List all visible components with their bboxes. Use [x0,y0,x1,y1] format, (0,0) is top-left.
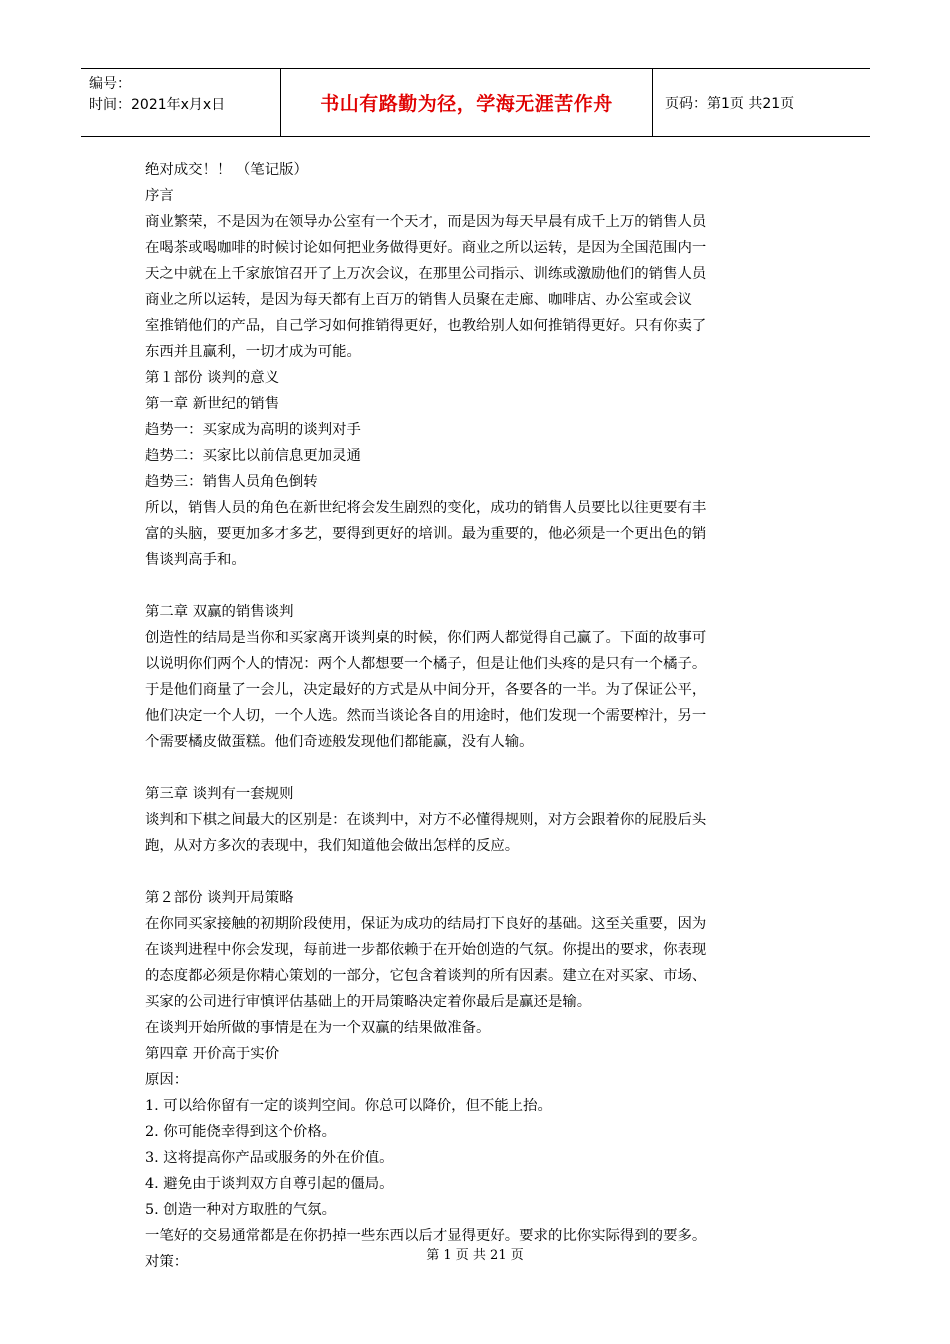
header-motto-cell [281,69,653,136]
text-line: 东西并且赢利，一切才成为可能。 [145,344,361,360]
text-line: 第１部份 谈判的意义 [145,370,280,386]
date-label: 时间：2021年x月x日 [89,97,226,113]
text-line: 创造性的结局是当你和买家离开谈判桌的时候，你们两人都觉得自己赢了。下面的故事可 [145,630,707,646]
text-line: 趋势二：买家比以前信息更加灵通 [145,448,361,464]
footer-page-number: 第 1 页 共 21 页 [426,1248,524,1263]
text-line: 室推销他们的产品，自己学习如何推销得更好，也教给别人如何推销得更好。只有你卖了 [145,318,707,334]
page-header [81,68,870,137]
blank-line [145,755,810,781]
text-line: 的态度都必须是你精心策划的一部分，它包含着谈判的所有因素。建立在对买家、市场、 [145,968,707,984]
text-line: 跑，从对方多次的表现中，我们知道他会做出怎样的反应。 [145,838,520,854]
text-line: 在你同买家接触的初期阶段使用，保证为成功的结局打下良好的基础。这至关重要，因为 [145,916,707,932]
text-line: 3. 这将提高你产品或服务的外在价值。 [145,1150,394,1166]
text-line: 一笔好的交易通常都是在你扔掉一些东西以后才显得更好。要求的比你实际得到的要多。 [145,1228,707,1244]
text-line: 谈判和下棋之间最大的区别是：在谈判中，对方不必懂得规则，对方会跟着你的屁股后头 [145,812,707,828]
page-label: 页码：第1页 共21页 [665,95,795,112]
text-line: 对策： [145,1254,189,1270]
text-line: 第二章 双赢的销售谈判 [145,604,294,620]
document-body [145,157,810,1275]
text-line: 在谈判开始所做的事情是在为一个双赢的结果做准备。 [145,1020,491,1036]
motto-text: 书山有路勤为径，学海无涯苦作舟 [320,93,613,115]
text-line: 于是他们商量了一会儿，决定最好的方式是从中间分开，各要各的一半。为了保证公平， [145,682,707,698]
blank-line [145,573,810,599]
page-footer [0,1244,950,1263]
text-line: 第三章 谈判有一套规则 [145,786,294,802]
text-line: 2. 你可能侥幸得到这个价格。 [145,1124,336,1140]
text-line: 第一章 新世纪的销售 [145,396,280,412]
text-line: 他们决定一个人切，一个人选。然而当谈论各自的用途时，他们发现一个需要榨汁，另一 [145,708,707,724]
number-label: 编号： [89,76,131,92]
text-line: 所以，销售人员的角色在新世纪将会发生剧烈的变化，成功的销售人员要比以往更要有丰 [145,500,707,516]
text-line: 1. 可以给你留有一定的谈判空间。你总可以降价，但不能上抬。 [145,1098,552,1114]
text-line: 商业繁荣，不是因为在领导办公室有一个天才，而是因为每天早晨有成千上万的销售人员 [145,214,707,230]
text-line: 富的头脑，要更加多才多艺，要得到更好的培训。最为重要的，他必须是一个更出色的销 [145,526,707,542]
text-line: 序言 [145,188,174,204]
text-line: 趋势一：买家成为高明的谈判对手 [145,422,361,438]
text-line: 第２部份 谈判开局策略 [145,890,294,906]
text-line: 商业之所以运转，是因为每天都有上百万的销售人员聚在走廊、咖啡店、办公室或会议 [145,292,692,308]
text-line: 天之中就在上千家旅馆召开了上万次会议，在那里公司指示、训练或激励他们的销售人员 [145,266,707,282]
text-line: 在谈判进程中你会发现，每前进一步都依赖于在开始创造的气氛。你提出的要求，你表现 [145,942,707,958]
text-line: 售谈判高手和。 [145,552,246,568]
header-page-cell [653,69,870,136]
text-line: 趋势三：销售人员角色倒转 [145,474,318,490]
blank-line [145,859,810,885]
text-line: 4. 避免由于谈判双方自尊引起的僵局。 [145,1176,394,1192]
text-line: 个需要橘皮做蛋糕。他们奇迹般发现他们都能赢，没有人输。 [145,734,534,750]
header-meta [81,69,281,136]
text-line: 绝对成交！！ （笔记版） [145,162,308,178]
text-line: 原因： [145,1072,189,1088]
text-line: 5. 创造一种对方取胜的气氛。 [145,1202,336,1218]
text-line: 在喝茶或喝咖啡的时候讨论如何把业务做得更好。商业之所以运转，是因为全国范围内一 [145,240,707,256]
text-line: 买家的公司进行审慎评估基础上的开局策略决定着你最后是赢还是输。 [145,994,592,1010]
text-line: 第四章 开价高于实价 [145,1046,280,1062]
text-line: 以说明你们两个人的情况：两个人都想要一个橘子，但是让他们头疼的是只有一个橘子。 [145,656,707,672]
